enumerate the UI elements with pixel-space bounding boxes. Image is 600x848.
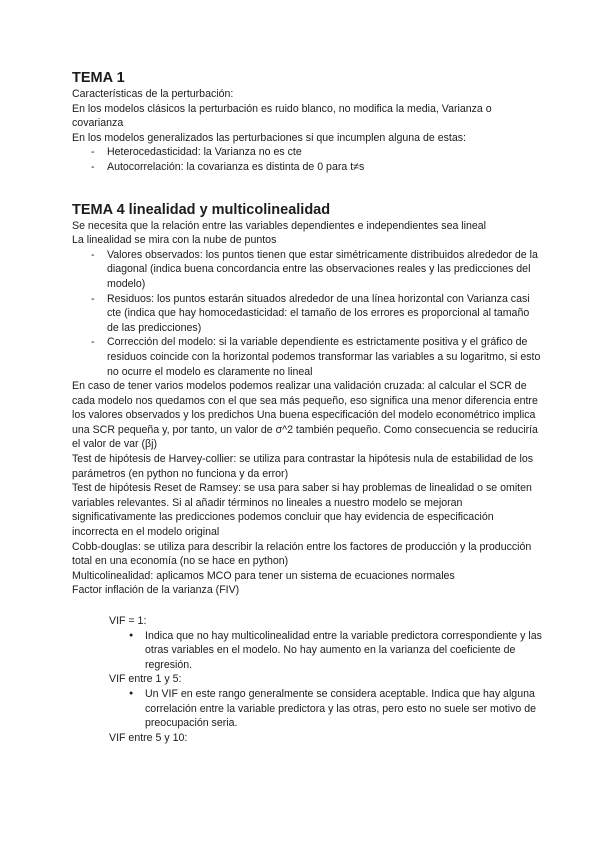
paragraph: Test de hipótesis Reset de Ramsey: se usa para saber si hay problemas de linealidad o se omiten variables relevantes. Si al añadir términos no lineales a nuestro modelo se mejoran significativamente las predicciones podemos concluir que hay evidencia de especificación incorrecta en el modelo original bbox=[72, 482, 532, 539]
list-item: - Valores observados: los puntos tienen que estar simétricamente distribuidos alrededor de la diagonal (indica buena concordancia entre las observaciones reales y las predicciones del modelo) bbox=[72, 248, 542, 292]
tema4-intro-line: Se necesita que la relación entre las variables dependientes e independientes sea lineal bbox=[72, 219, 487, 232]
paragraph: En caso de tener varios modelos podemos realizar una validación cruzada: al calcular el SCR de cada modelo nos quedamos con el que sea más pequeño, eso significa una menor diferencia entre los valores observados y los predichos Una buena especificación del modelo econométrico implica una SCR pequeña y, por tanto, un valor de σ^2 también pequeño. Como consecuencia se reduciría el valor de var (βj) bbox=[72, 380, 538, 451]
list-item: - Corrección del modelo: si la variable dependiente es estrictamente positiva y el gráfico de residuos coincide con la horizontal podemos transformar las variables a su logaritmo, si esto no ocurre el modelo es claramente no lineal bbox=[72, 335, 542, 379]
vif-heading: VIF entre 5 y 10: bbox=[109, 731, 188, 744]
tema1-list bbox=[72, 145, 542, 174]
tema1-line: En los modelos clásicos la perturbación es ruido blanco, no modifica la media, Varianza o covarianza bbox=[72, 102, 492, 130]
list-item: ● Un VIF en este rango generalmente se considera aceptable. Indica que hay alguna correlación entre la variable predictora y las otras, pero esto no suele ser motivo de preocupación seria. bbox=[72, 687, 542, 731]
document-page bbox=[72, 70, 542, 745]
vif-bullets bbox=[72, 629, 542, 673]
tema1-title: TEMA 1 bbox=[72, 70, 125, 86]
paragraph: Cobb-douglas: se utiliza para describir la relación entre los factores de producción y la producción total en una economía (no se hace en python) bbox=[72, 540, 532, 568]
paragraph: Multicolinealidad: aplicamos MCO para tener un sistema de ecuaciones normales bbox=[72, 569, 455, 582]
vif-bullets bbox=[72, 687, 542, 731]
list-item: - Residuos: los puntos estarán situados alrededor de una línea horizontal con Varianza casi cte (indica que hay homocedasticidad: el tamaño de los errores es proporcional al tamaño de las predicciones) bbox=[72, 292, 542, 336]
tema4-intro-line: La linealidad se mira con la nube de puntos bbox=[72, 234, 277, 247]
tema4-title: TEMA 4 linealidad y multicolinealidad bbox=[72, 201, 331, 218]
list-item: - Heterocedasticidad: la Varianza no es cte bbox=[72, 145, 542, 160]
vif-heading: VIF = 1: bbox=[109, 615, 147, 627]
paragraph: Test de hipótesis de Harvey-collier: se utiliza para contrastar la hipótesis nula de estabilidad de los parámetros (en python no funciona y da error) bbox=[72, 453, 534, 480]
list-item: ● Indica que no hay multicolinealidad entre la variable predictora correspondiente y las otras variables en el modelo. No hay aumento en la varianza del coeficiente de regresión. bbox=[72, 629, 542, 673]
paragraph: Factor inflación de la varianza (FIV) bbox=[72, 584, 240, 597]
tema4-list bbox=[72, 248, 542, 379]
tema1-line: En los modelos generalizados las perturbaciones si que incumplen alguna de estas: bbox=[72, 131, 466, 144]
tema1-line: Características de la perturbación: bbox=[72, 88, 234, 100]
vif-heading: VIF entre 1 y 5: bbox=[109, 673, 182, 686]
list-item: - Autocorrelación: la covarianza es distinta de 0 para t≠s bbox=[72, 160, 542, 175]
